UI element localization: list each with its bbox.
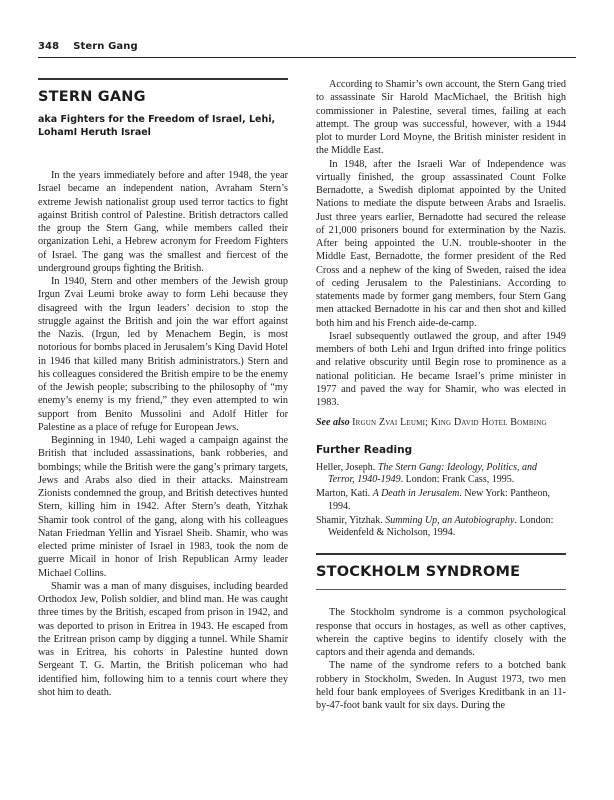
further-reading-list (316, 462, 566, 541)
see-also-refs: Irgun Zvai Leumi; King David Hotel Bombing (352, 417, 547, 429)
bib-publisher: . London: Weidenfeld & Nicholson, 1994. (328, 514, 554, 539)
running-head-rule (38, 57, 576, 58)
paragraph: Shamir was a man of many disguises, including bearded Orthodox Jew, Polish soldier, and blind man. He was caught three times by the British, escaped from prison in 1942, and was deported to prison in Eritrea in 1943. He escaped from the Eritrean prison camp by digging a tunnel. While Shamir was in Eritrea, his cohorts in Palestine hunted down Sergeant T. G. Martin, the British policeman who had identified him, following him to a tennis court where they shot him to death. (38, 580, 288, 698)
bib-title: Summing Up, an Autobiography (385, 514, 515, 526)
paragraph: According to Shamir’s own account, the Stern Gang tried to assassinate Sir Harold MacMichael, the British high commissioner in Palestine, several times, failing at each attempt. The group was successful, however, with a 1944 plot to murder Lord Moyne, the British minister resident in the Middle East. (316, 79, 566, 157)
bibliography-item (316, 488, 566, 514)
bib-title: A Death in Jerusalem (372, 488, 460, 500)
right-column (316, 78, 566, 712)
running-head-title: Stern Gang (73, 41, 138, 52)
entry-title-stern-gang: STERN GANG (38, 89, 146, 105)
left-column (38, 78, 288, 699)
bibliography-item (316, 515, 566, 541)
stockholm-entry-head (316, 553, 566, 590)
paragraph: The name of the syndrome refers to a botched bank robbery in Stockholm, Sweden. In August 1973, two men held four bank employees of Sveriges Kreditbank in an 11-by-47-foot bank vault for six days. During the (316, 660, 566, 712)
paragraph: Israel subsequently outlawed the group, and after 1949 members of both Lehi and Irgun drifted into fringe politics and relative obscurity until Begin rose to prominence as a national politician. He became Israel’s prime minister in 1977 and paved the way for Shamir, who was elected in 1983. (316, 330, 566, 408)
bib-author: Marton, Kati. (316, 488, 373, 500)
paragraph: Beginning in 1940, Lehi waged a campaign against the British that included assassinations, bank robberies, and bombings; while the British were the gang’s primary targets, Jews and Arabs also died in their attacks. Mainstream Zionists condemned the group, and British detectives hunted Stern, killing him in 1942. After Stern’s death, Yitzhak Shamir took control of the gang, along with his colleagues Natan Friedman Yellin and Yisrael Sheib. Shamir, who was elected prime minister of Israel in 1983, took the nom de guerre Micail in honor of Irish Republican Army leader Michael Collins. (38, 435, 288, 579)
further-reading-heading: Further Reading (316, 443, 413, 456)
see-also (316, 416, 566, 429)
entry-aka: aka Fighters for the Freedom of Israel, Lehi, LohamI Heruth Israel (38, 114, 276, 138)
entry-top-rule (38, 78, 288, 80)
stockholm-entry-body (316, 606, 566, 712)
see-also-label: See also (316, 417, 350, 429)
entry-title-stockholm-syndrome: STOCKHOLM SYNDROME (316, 564, 521, 581)
bib-publisher: . London: Frank Cass, 1995. (400, 474, 515, 486)
page-number: 348 (38, 41, 60, 52)
entry-top-rule (316, 553, 566, 555)
bibliography-item (316, 462, 566, 488)
running-head (38, 41, 138, 52)
paragraph: In 1940, Stern and other members of the Jewish group Irgun Zvai Leumi broke away to form Lehi because they disagreed with the Irgun leaders’ decision to stop the struggle against the British and join the war effort against the Nazis. (Irgun, led by Menachem Begin, is most notorious for bombs placed in Jerusalem’s King David Hotel in 1946 that killed many British administrators.) Stern and his colleagues considered the British empire to be the enemy of the Jewish people; subscribing to the philosophy of “my enemy’s enemy is my friend,” they even attempted to win support from Benito Mussolini and Adolf Hitler for Palestine as a place of refuge for European Jews. (38, 276, 288, 433)
paragraph: In the years immediately before and after 1948, the year Israel became an independent nation, Avraham Stern’s extreme Jewish nationalist group used terror tactics to fight against British control of Palestine. British detractors called the group the Stern Gang, while members called their organization Lehi, a Hebrew acronym for Freedom Fighters of Israel. The gang was the smallest and fiercest of the underground groups fighting the British. (38, 170, 288, 274)
paragraph: In 1948, after the Israeli War of Independence was virtually finished, the group assassinated Count Folke Bernadotte, a Swedish diplomat appointed by the United Nations to mediate the dispute between Arabs and Israelis. Just three years earlier, Bernadotte had secured the release of 21,000 prisoners bound for extermination by the Nazis. After being appointed the U.N. trouble-shooter in the Middle East, Bernadotte, the former president of the Red Cross and a nephew of the king of Sweden, raised the idea of ceding Jerusalem to the Palestinians. According to statements made by former gang members, four Stern Gang men attacked Bernadotte in his car and then shot and killed both him and his French aide-de-camp. (316, 158, 566, 329)
bib-publisher: . New York: Pantheon, 1994. (328, 488, 550, 512)
entry-bottom-rule (316, 589, 566, 590)
bib-title: The Stern Gang: Ideology, Politics, and Terror, 1940-1949 (328, 461, 537, 486)
paragraph: The Stockholm syndrome is a common psychological response that occurs in hostages, as well as other captives, wherein the captive begins to identify closely with the captors and their agenda and demands. (316, 607, 566, 659)
bib-author: Heller, Joseph. (316, 461, 378, 473)
bib-author: Shamir, Yitzhak. (316, 514, 386, 526)
